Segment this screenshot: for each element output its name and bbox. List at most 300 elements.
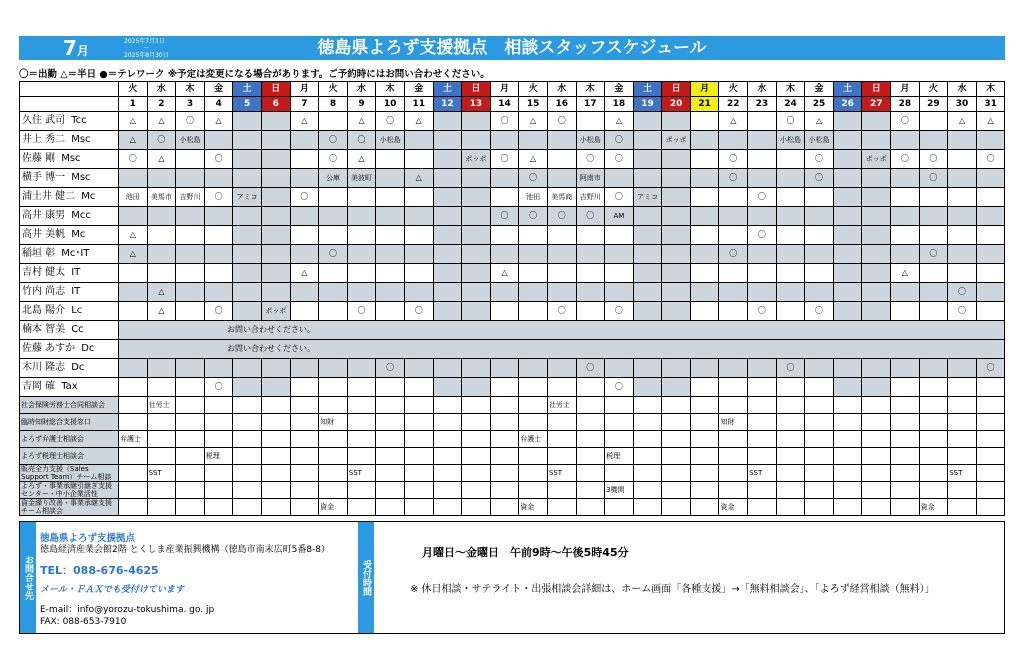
consultation-cell xyxy=(376,482,405,499)
schedule-cell xyxy=(433,302,462,321)
consultation-cell xyxy=(690,397,719,414)
consultation-cell xyxy=(662,448,691,465)
consultation-cell xyxy=(891,448,920,465)
schedule-cell: 〇 xyxy=(976,359,1005,378)
schedule-cell xyxy=(319,112,348,131)
weekday-header: 火 xyxy=(319,82,348,97)
schedule-cell xyxy=(347,245,376,264)
schedule-cell xyxy=(347,264,376,283)
schedule-cell xyxy=(748,112,777,131)
schedule-cell xyxy=(433,264,462,283)
consultation-cell xyxy=(891,482,920,499)
consultation-cell xyxy=(404,397,433,414)
email-address[interactable]: E-mail：info@yorozu-tokushima. go. jp xyxy=(40,605,215,615)
day-header: 30 xyxy=(948,97,977,112)
schedule-cell: 〇 xyxy=(805,169,834,188)
schedule-cell xyxy=(462,245,491,264)
schedule-cell xyxy=(519,131,548,150)
consultation-cell xyxy=(805,431,834,448)
consultation-cell: SST xyxy=(748,465,777,482)
schedule-cell: △ xyxy=(347,150,376,169)
schedule-cell: △ xyxy=(147,302,176,321)
schedule-cell xyxy=(605,226,634,245)
schedule-cell xyxy=(462,112,491,131)
schedule-cell xyxy=(919,302,948,321)
weekday-header: 木 xyxy=(976,82,1005,97)
staff-name: 久住 武司 xyxy=(22,115,66,126)
consultation-cell xyxy=(748,448,777,465)
schedule-cell xyxy=(948,226,977,245)
schedule-cell xyxy=(833,359,862,378)
schedule-cell xyxy=(376,188,405,207)
weekday-header: 土 xyxy=(433,82,462,97)
schedule-cell xyxy=(776,150,805,169)
consultation-cell xyxy=(176,482,205,499)
consultation-row xyxy=(20,499,1005,516)
staff-name-cell xyxy=(20,264,119,283)
schedule-cell: △ xyxy=(948,112,977,131)
schedule-cell xyxy=(319,207,348,226)
schedule-cell xyxy=(147,378,176,397)
consultation-cell xyxy=(919,465,948,482)
consultation-cell xyxy=(748,499,777,516)
day-header: 3 xyxy=(176,97,205,112)
consultation-cell xyxy=(690,431,719,448)
schedule-cell xyxy=(833,188,862,207)
consultation-cell xyxy=(233,499,262,516)
schedule-cell xyxy=(919,131,948,150)
schedule-cell: △ xyxy=(404,169,433,188)
weekday-header: 土 xyxy=(833,82,862,97)
consultation-cell xyxy=(547,499,576,516)
staff-row xyxy=(20,188,1005,207)
day-header: 6 xyxy=(261,97,290,112)
schedule-cell xyxy=(891,226,920,245)
consultation-cell xyxy=(576,414,605,431)
staff-name-cell xyxy=(20,340,119,359)
schedule-cell xyxy=(690,359,719,378)
date-sep: ～ xyxy=(143,45,150,52)
contact-panel xyxy=(19,521,1005,634)
schedule-cell xyxy=(748,131,777,150)
staff-name: 高井 康男 xyxy=(22,210,66,221)
schedule-cell xyxy=(204,283,233,302)
schedule-cell xyxy=(462,131,491,150)
schedule-cell xyxy=(748,150,777,169)
schedule-cell xyxy=(433,226,462,245)
day-header: 13 xyxy=(462,97,491,112)
schedule-cell xyxy=(948,264,977,283)
weekday-header: 日 xyxy=(862,82,891,97)
schedule-cell xyxy=(605,169,634,188)
header-corner xyxy=(20,82,119,97)
org-name: 徳島県よろず支援拠点 xyxy=(40,533,136,544)
consultation-cell xyxy=(233,482,262,499)
schedule-cell xyxy=(376,378,405,397)
weekday-header: 木 xyxy=(376,82,405,97)
schedule-cell xyxy=(948,359,977,378)
staff-role: Dc xyxy=(81,343,95,354)
schedule-cell xyxy=(805,359,834,378)
schedule-cell xyxy=(862,264,891,283)
schedule-cell xyxy=(176,169,205,188)
staff-name: 佐藤 剛 xyxy=(22,153,56,164)
consultation-cell xyxy=(176,499,205,516)
schedule-cell: 〇 xyxy=(805,150,834,169)
consultation-cell xyxy=(347,499,376,516)
schedule-cell xyxy=(919,378,948,397)
consultation-cell xyxy=(261,448,290,465)
weekday-header: 土 xyxy=(233,82,262,97)
schedule-cell xyxy=(776,378,805,397)
consultation-cell xyxy=(633,414,662,431)
consultation-cell xyxy=(719,465,748,482)
day-header: 25 xyxy=(805,97,834,112)
schedule-cell xyxy=(976,264,1005,283)
consultation-cell xyxy=(462,414,491,431)
schedule-cell xyxy=(462,378,491,397)
schedule-cell xyxy=(776,264,805,283)
schedule-cell xyxy=(519,302,548,321)
consultation-cell xyxy=(862,482,891,499)
schedule-cell xyxy=(662,283,691,302)
schedule-cell xyxy=(233,302,262,321)
schedule-cell xyxy=(719,378,748,397)
schedule-cell: 〇 xyxy=(119,150,148,169)
schedule-cell xyxy=(547,226,576,245)
schedule-cell xyxy=(547,150,576,169)
consultation-cell xyxy=(290,448,319,465)
consultation-cell xyxy=(433,431,462,448)
consultation-cell xyxy=(433,414,462,431)
consultation-cell xyxy=(633,482,662,499)
schedule-cell xyxy=(833,207,862,226)
consultation-row xyxy=(20,465,1005,482)
consultation-cell xyxy=(204,482,233,499)
staff-role: Msc xyxy=(61,153,81,164)
schedule-cell: 〇 xyxy=(204,302,233,321)
schedule-cell xyxy=(376,207,405,226)
schedule-cell xyxy=(748,245,777,264)
schedule-cell xyxy=(290,169,319,188)
consultation-cell xyxy=(948,499,977,516)
schedule-cell: アミコ xyxy=(633,188,662,207)
consultation-cell xyxy=(233,414,262,431)
weekday-header: 日 xyxy=(462,82,491,97)
consultation-cell xyxy=(204,499,233,516)
consultation-cell xyxy=(376,465,405,482)
hours-label xyxy=(358,522,374,633)
consultation-cell xyxy=(576,431,605,448)
day-header: 1 xyxy=(119,97,148,112)
schedule-cell xyxy=(233,112,262,131)
weekday-header: 火 xyxy=(919,82,948,97)
schedule-cell xyxy=(833,283,862,302)
staff-name: 浦土井 健二 xyxy=(22,191,76,202)
schedule-cell xyxy=(633,283,662,302)
schedule-cell xyxy=(862,283,891,302)
schedule-cell xyxy=(376,264,405,283)
schedule-cell xyxy=(805,264,834,283)
schedule-cell xyxy=(119,207,148,226)
staff-role: Cc xyxy=(71,324,84,335)
consultation-cell xyxy=(605,499,634,516)
consultation-cell xyxy=(490,465,519,482)
schedule-cell xyxy=(433,188,462,207)
consultation-cell xyxy=(176,414,205,431)
schedule-cell xyxy=(805,283,834,302)
consultation-cell xyxy=(519,397,548,414)
staff-role: Msc xyxy=(71,134,91,145)
schedule-cell xyxy=(433,169,462,188)
consultation-cell xyxy=(490,431,519,448)
staff-role: Lc xyxy=(71,305,83,316)
schedule-cell xyxy=(462,188,491,207)
consultation-cell xyxy=(347,397,376,414)
schedule-cell xyxy=(462,302,491,321)
consultation-cell xyxy=(147,431,176,448)
schedule-cell xyxy=(862,378,891,397)
schedule-cell xyxy=(433,378,462,397)
schedule-cell: 〇 xyxy=(605,378,634,397)
consultation-cell xyxy=(919,482,948,499)
schedule-cell xyxy=(805,378,834,397)
consultation-name: よろず・事業承継引継ぎ支援センター・中小企業活性 xyxy=(20,482,119,499)
schedule-cell xyxy=(948,378,977,397)
day-header: 22 xyxy=(719,97,748,112)
schedule-cell xyxy=(376,226,405,245)
schedule-cell: 〇 xyxy=(490,207,519,226)
schedule-cell xyxy=(976,378,1005,397)
schedule-cell xyxy=(404,188,433,207)
schedule-cell xyxy=(833,131,862,150)
month-suffix: 月 xyxy=(76,44,89,58)
consultation-cell xyxy=(261,465,290,482)
consultation-cell xyxy=(662,397,691,414)
consultation-cell xyxy=(462,482,491,499)
schedule-cell: 池田 xyxy=(119,188,148,207)
schedule-cell xyxy=(290,283,319,302)
consultation-cell xyxy=(719,448,748,465)
consultation-cell xyxy=(833,482,862,499)
page-title: 徳島県よろず支援拠点 相談スタッフスケジュール xyxy=(317,38,707,58)
consultation-cell xyxy=(948,414,977,431)
staff-name-cell xyxy=(20,188,119,207)
consultation-cell xyxy=(233,465,262,482)
staff-role: Msc xyxy=(71,172,91,183)
consultation-cell xyxy=(805,397,834,414)
schedule-cell xyxy=(261,188,290,207)
consultation-cell xyxy=(776,448,805,465)
schedule-cell: 美馬商 xyxy=(547,188,576,207)
day-header: 12 xyxy=(433,97,462,112)
consultation-cell xyxy=(776,482,805,499)
schedule-cell xyxy=(261,283,290,302)
schedule-cell: 小松島 xyxy=(776,131,805,150)
consultation-cell: 社労士 xyxy=(147,397,176,414)
staff-row xyxy=(20,150,1005,169)
schedule-cell xyxy=(662,378,691,397)
schedule-cell xyxy=(490,378,519,397)
consultation-cell xyxy=(919,431,948,448)
schedule-cell: 〇 xyxy=(319,245,348,264)
schedule-cell: 〇 xyxy=(347,302,376,321)
schedule-cell xyxy=(576,302,605,321)
schedule-cell: 美波町 xyxy=(347,169,376,188)
schedule-cell: 公庫 xyxy=(319,169,348,188)
schedule-cell xyxy=(891,169,920,188)
consultation-cell xyxy=(633,448,662,465)
consultation-cell xyxy=(805,465,834,482)
consultation-cell: 社労士 xyxy=(547,397,576,414)
schedule-cell xyxy=(462,169,491,188)
consultation-cell xyxy=(347,482,376,499)
consultation-cell xyxy=(261,499,290,516)
staff-name: 北島 陽介 xyxy=(22,305,66,316)
schedule-cell xyxy=(633,131,662,150)
consultation-cell xyxy=(862,448,891,465)
staff-row xyxy=(20,264,1005,283)
schedule-cell: △ xyxy=(290,264,319,283)
schedule-cell xyxy=(233,207,262,226)
schedule-cell xyxy=(433,150,462,169)
schedule-cell: 〇 xyxy=(948,283,977,302)
schedule-cell xyxy=(976,188,1005,207)
schedule-cell xyxy=(833,302,862,321)
schedule-cell xyxy=(176,283,205,302)
schedule-cell xyxy=(433,207,462,226)
schedule-cell: 〇 xyxy=(605,131,634,150)
consultation-cell xyxy=(576,465,605,482)
schedule-cell xyxy=(261,150,290,169)
schedule-cell xyxy=(862,245,891,264)
schedule-cell xyxy=(119,169,148,188)
schedule-cell xyxy=(404,264,433,283)
consultation-cell: 3機関 xyxy=(605,482,634,499)
schedule-cell xyxy=(376,283,405,302)
staff-role: Mc･IT xyxy=(61,248,90,259)
schedule-cell xyxy=(547,245,576,264)
schedule-cell: 〇 xyxy=(204,150,233,169)
schedule-cell: 〇 xyxy=(748,302,777,321)
schedule-cell xyxy=(605,359,634,378)
schedule-cell: 〇 xyxy=(547,302,576,321)
day-header: 15 xyxy=(519,97,548,112)
consultation-cell xyxy=(176,431,205,448)
schedule-cell xyxy=(633,264,662,283)
schedule-cell xyxy=(519,245,548,264)
schedule-cell: 〇 xyxy=(290,188,319,207)
schedule-cell xyxy=(862,112,891,131)
schedule-cell xyxy=(862,169,891,188)
schedule-cell xyxy=(662,207,691,226)
schedule-cell xyxy=(719,359,748,378)
schedule-cell: ポッポ xyxy=(462,150,491,169)
schedule-cell xyxy=(490,283,519,302)
schedule-cell xyxy=(404,245,433,264)
schedule-cell xyxy=(147,226,176,245)
consultation-cell xyxy=(119,465,148,482)
schedule-cell xyxy=(976,131,1005,150)
schedule-cell xyxy=(204,131,233,150)
consultation-cell xyxy=(948,482,977,499)
fax-number: FAX: 088-653-7910 xyxy=(40,617,127,627)
schedule-cell xyxy=(176,264,205,283)
day-header: 2 xyxy=(147,97,176,112)
consultation-row xyxy=(20,431,1005,448)
schedule-cell: 〇 xyxy=(891,150,920,169)
schedule-cell xyxy=(261,264,290,283)
schedule-cell xyxy=(376,302,405,321)
staff-role: Mcc xyxy=(71,210,91,221)
consultation-cell xyxy=(433,448,462,465)
schedule-cell: 〇 xyxy=(204,378,233,397)
schedule-cell xyxy=(633,359,662,378)
staff-row xyxy=(20,340,1005,359)
date-from: 2025年7月1日 xyxy=(124,38,165,45)
consultation-cell xyxy=(433,465,462,482)
schedule-cell xyxy=(948,188,977,207)
schedule-cell: 〇 xyxy=(147,131,176,150)
schedule-cell: △ xyxy=(147,150,176,169)
schedule-cell xyxy=(576,245,605,264)
consultation-cell xyxy=(347,414,376,431)
consultation-cell xyxy=(462,499,491,516)
consultation-cell xyxy=(976,397,1005,414)
consultation-cell xyxy=(776,414,805,431)
schedule-cell xyxy=(261,245,290,264)
consultation-cell xyxy=(919,448,948,465)
schedule-cell xyxy=(347,207,376,226)
schedule-cell xyxy=(576,378,605,397)
consultation-cell: SST xyxy=(147,465,176,482)
schedule-cell xyxy=(605,283,634,302)
consultation-cell xyxy=(862,414,891,431)
schedule-cell xyxy=(490,359,519,378)
schedule-cell xyxy=(233,226,262,245)
staff-role: Tcc xyxy=(71,115,87,126)
consultation-cell xyxy=(319,465,348,482)
schedule-cell xyxy=(233,359,262,378)
consultation-cell xyxy=(633,465,662,482)
schedule-cell xyxy=(433,131,462,150)
schedule-cell xyxy=(662,169,691,188)
consultation-cell xyxy=(919,397,948,414)
schedule-cell: 〇 xyxy=(719,169,748,188)
consultation-cell xyxy=(319,448,348,465)
schedule-cell xyxy=(519,226,548,245)
tel-number[interactable]: TEL：088-676-4625 xyxy=(40,564,159,577)
schedule-cell xyxy=(891,131,920,150)
schedule-cell xyxy=(404,359,433,378)
schedule-cell xyxy=(719,188,748,207)
day-header: 26 xyxy=(833,97,862,112)
staff-name: 高井 美帆 xyxy=(22,229,66,240)
consultation-cell: 資金 xyxy=(519,499,548,516)
day-header: 20 xyxy=(662,97,691,112)
date-to: 2025年8月30日 xyxy=(124,52,169,59)
schedule-cell xyxy=(833,378,862,397)
schedule-cell xyxy=(919,226,948,245)
staff-row xyxy=(20,245,1005,264)
schedule-cell xyxy=(776,302,805,321)
consultation-cell: SST xyxy=(547,465,576,482)
schedule-cell: 〇 xyxy=(605,188,634,207)
schedule-cell: 〇 xyxy=(490,150,519,169)
schedule-cell xyxy=(119,302,148,321)
schedule-cell: 〇 xyxy=(576,150,605,169)
schedule-cell: 美馬市 xyxy=(147,188,176,207)
